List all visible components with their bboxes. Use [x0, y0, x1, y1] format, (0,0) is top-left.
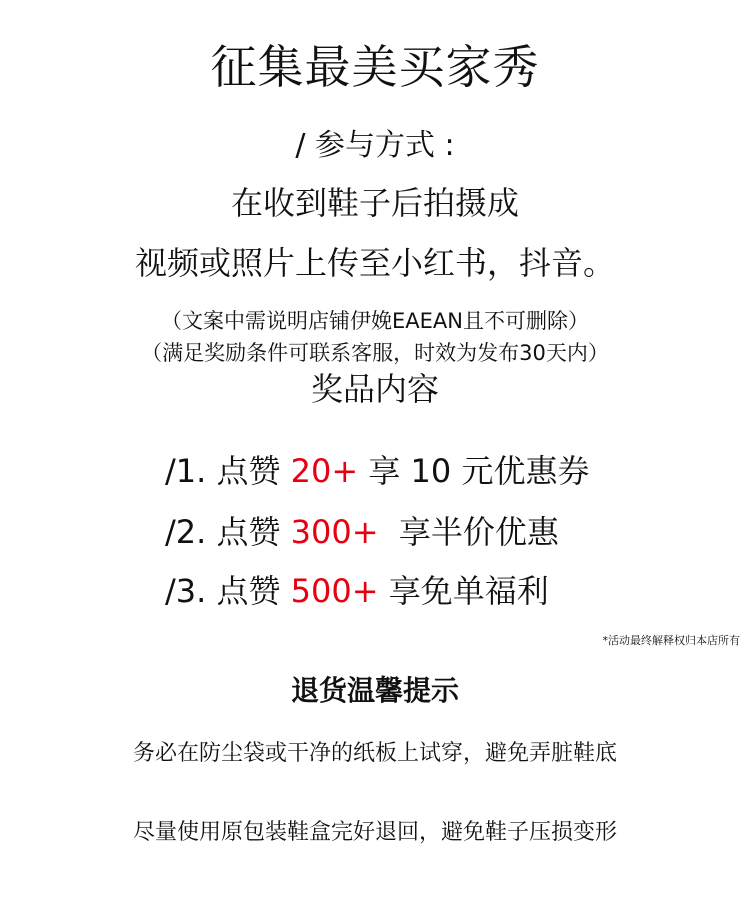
- prize-tier-2: [165, 513, 559, 551]
- page-title: 征集最美买家秀: [210, 40, 540, 94]
- participation-method-heading: / 参与方式 :: [295, 128, 455, 163]
- return-tip-1: 务必在防尘袋或干净的纸板上试穿，避免弄脏鞋底: [132, 741, 617, 766]
- instruction-line-1: 在收到鞋子后拍摄成: [230, 184, 519, 222]
- instruction-line-2: 视频或照片上传至小红书，抖音。: [134, 244, 615, 282]
- return-tip-2: 尽量使用原包装鞋盒完好退回，避免鞋子压损变形: [132, 820, 617, 845]
- prize-tier-1: [165, 452, 589, 490]
- like-threshold: 20+: [290, 452, 359, 490]
- tier-reward: 享 10 元优惠券: [358, 452, 590, 490]
- like-threshold: 300+: [290, 513, 379, 551]
- tier-reward: 享半价优惠: [378, 513, 559, 551]
- tier-prefix: /3. 点赞: [165, 572, 291, 610]
- prize-heading: 奖品内容: [310, 370, 439, 408]
- disclaimer: *活动最终解释权归本店所有: [602, 634, 740, 647]
- like-threshold: 500+: [290, 572, 379, 610]
- tier-reward: 享免单福利: [378, 572, 549, 610]
- note-line-1: （文案中需说明店铺伊娩EAEAN且不可删除）: [161, 309, 589, 333]
- tier-prefix: /1. 点赞: [165, 452, 291, 490]
- note-line-2: （满足奖励条件可联系客服，时效为发布30天内）: [141, 341, 609, 365]
- return-tips-heading: 退货温馨提示: [290, 674, 459, 707]
- prize-tier-3: [165, 572, 549, 610]
- tier-prefix: /2. 点赞: [165, 513, 291, 551]
